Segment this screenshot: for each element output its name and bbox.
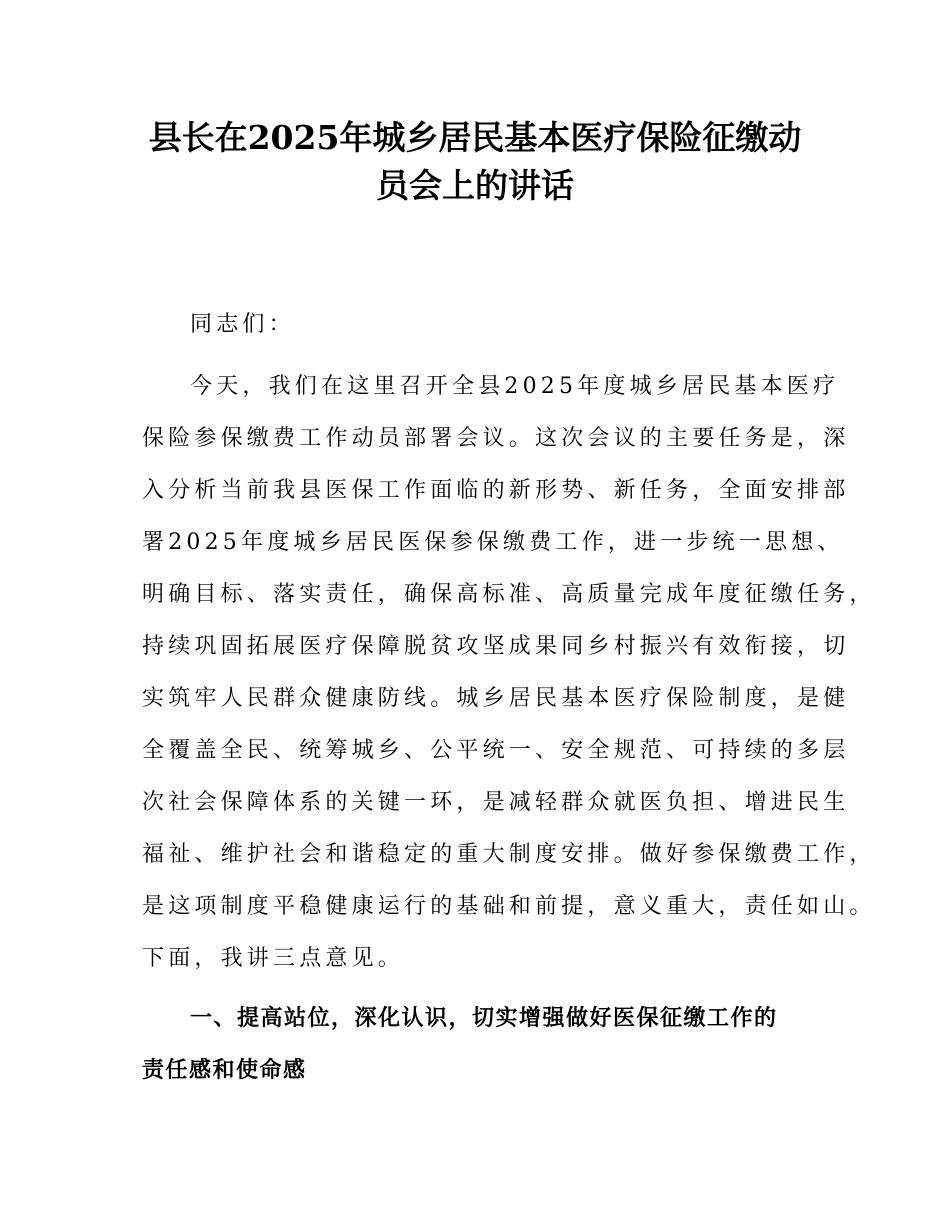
- paragraph-line: 福祉、维护社会和谐稳定的重大制度安排。做好参保缴费工作，: [142, 842, 876, 867]
- paragraph-line: 明确目标、落实责任，确保高标准、高质量完成年度征缴任务，: [142, 582, 876, 607]
- paragraph-line: 是这项制度平稳健康运行的基础和前提，意义重大，责任如山。: [142, 894, 876, 919]
- paragraph-line: 署2025年度城乡居民医保参保缴费工作，进一步统一思想、: [142, 530, 844, 555]
- document-title-line-2: 员会上的讲话: [376, 166, 574, 205]
- section-heading-line-1: 一、提高站位，深化认识，切实增强做好医保征缴工作的: [190, 1006, 778, 1031]
- paragraph-line: 实筑牢人民群众健康防线。城乡居民基本医疗保险制度，是健: [142, 686, 850, 711]
- document-title-line-1: 县长在2025年城乡居民基本医疗保险征缴动: [148, 118, 802, 157]
- paragraph-line: 下面，我讲三点意见。: [142, 946, 405, 971]
- paragraph-line: 持续巩固拓展医疗保障脱贫攻坚成果同乡村振兴有效衔接，切: [142, 634, 850, 659]
- section-heading-line-2: 责任感和使命感: [142, 1058, 307, 1083]
- paragraph-line: 今天，我们在这里召开全县2025年度城乡居民基本医疗: [190, 374, 840, 399]
- salutation: 同志们：: [190, 312, 295, 337]
- paragraph-line: 次社会保障体系的关键一环，是减轻群众就医负担、增进民生: [142, 790, 850, 815]
- paragraph-line: 保险参保缴费工作动员部署会议。这次会议的主要任务是，深: [142, 426, 850, 451]
- paragraph-line: 全覆盖全民、统筹城乡、公平统一、安全规范、可持续的多层: [142, 738, 850, 763]
- paragraph-line: 入分析当前我县医保工作面临的新形势、新任务，全面安排部: [142, 478, 850, 503]
